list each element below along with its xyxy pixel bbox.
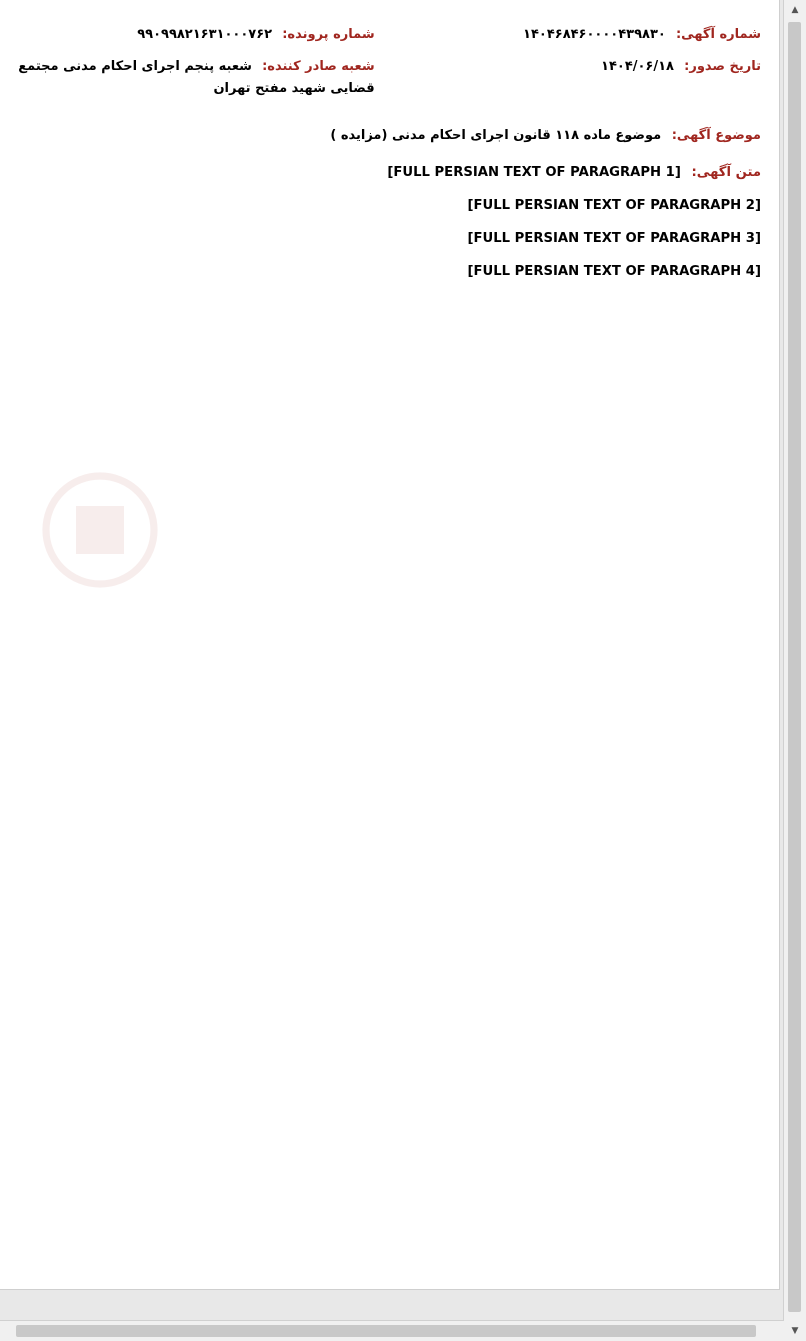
- body-paragraph: [18, 161, 761, 184]
- file-number-label: شماره پرونده:: [282, 27, 375, 42]
- scroll-up-arrow-icon[interactable]: ▲: [791, 5, 799, 15]
- body-paragraph: [FULL PERSIAN TEXT OF PARAGRAPH 3]: [467, 231, 761, 246]
- ad-number-value: ۱۴۰۴۶۸۴۶۰۰۰۰۴۳۹۸۳۰: [523, 27, 666, 42]
- body-paragraph: [FULL PERSIAN TEXT OF PARAGRAPH 2]: [467, 198, 761, 213]
- ad-number-row: [404, 24, 761, 46]
- notice-body: [18, 161, 761, 283]
- issue-date-label: تاریخ صدور:: [684, 59, 761, 74]
- issuing-branch-value: شعبه پنجم اجرای احکام مدنی مجتمع قضایی شهید مفتح تهران: [18, 59, 375, 96]
- vertical-scrollbar[interactable]: [783, 0, 806, 1341]
- file-number-value: ۹۹۰۹۹۸۲۱۶۳۱۰۰۰۷۶۲: [137, 27, 273, 42]
- vertical-scroll-thumb[interactable]: [788, 22, 801, 1312]
- court-logo-watermark: [40, 470, 160, 590]
- scroll-down-arrow-icon[interactable]: ▼: [791, 1326, 799, 1336]
- body-paragraph-text: [FULL PERSIAN TEXT OF PARAGRAPH 1]: [387, 165, 681, 180]
- subject-value: موضوع ماده ۱۱۸ قانون اجرای احکام مدنی (مزایده ): [330, 128, 662, 143]
- issuing-branch-row: [18, 56, 375, 100]
- horizontal-scrollbar[interactable]: [0, 1320, 784, 1341]
- header-right-column: [404, 24, 761, 88]
- issuing-branch-label: شعبه صادر کننده:: [262, 59, 375, 74]
- issue-date-row: [404, 56, 761, 78]
- horizontal-scroll-thumb[interactable]: [16, 1325, 756, 1337]
- ad-number-label: شماره آگهی:: [675, 27, 761, 42]
- notice-header: [18, 24, 761, 110]
- body-label: متن آگهی:: [691, 165, 761, 180]
- issue-date-value: ۱۴۰۴/۰۶/۱۸: [601, 59, 674, 74]
- subject-label: موضوع آگهی:: [671, 128, 761, 143]
- subject-row: [18, 128, 761, 143]
- body-paragraph: [FULL PERSIAN TEXT OF PARAGRAPH 4]: [467, 264, 761, 279]
- file-number-row: [18, 24, 375, 46]
- header-left-column: [18, 24, 375, 110]
